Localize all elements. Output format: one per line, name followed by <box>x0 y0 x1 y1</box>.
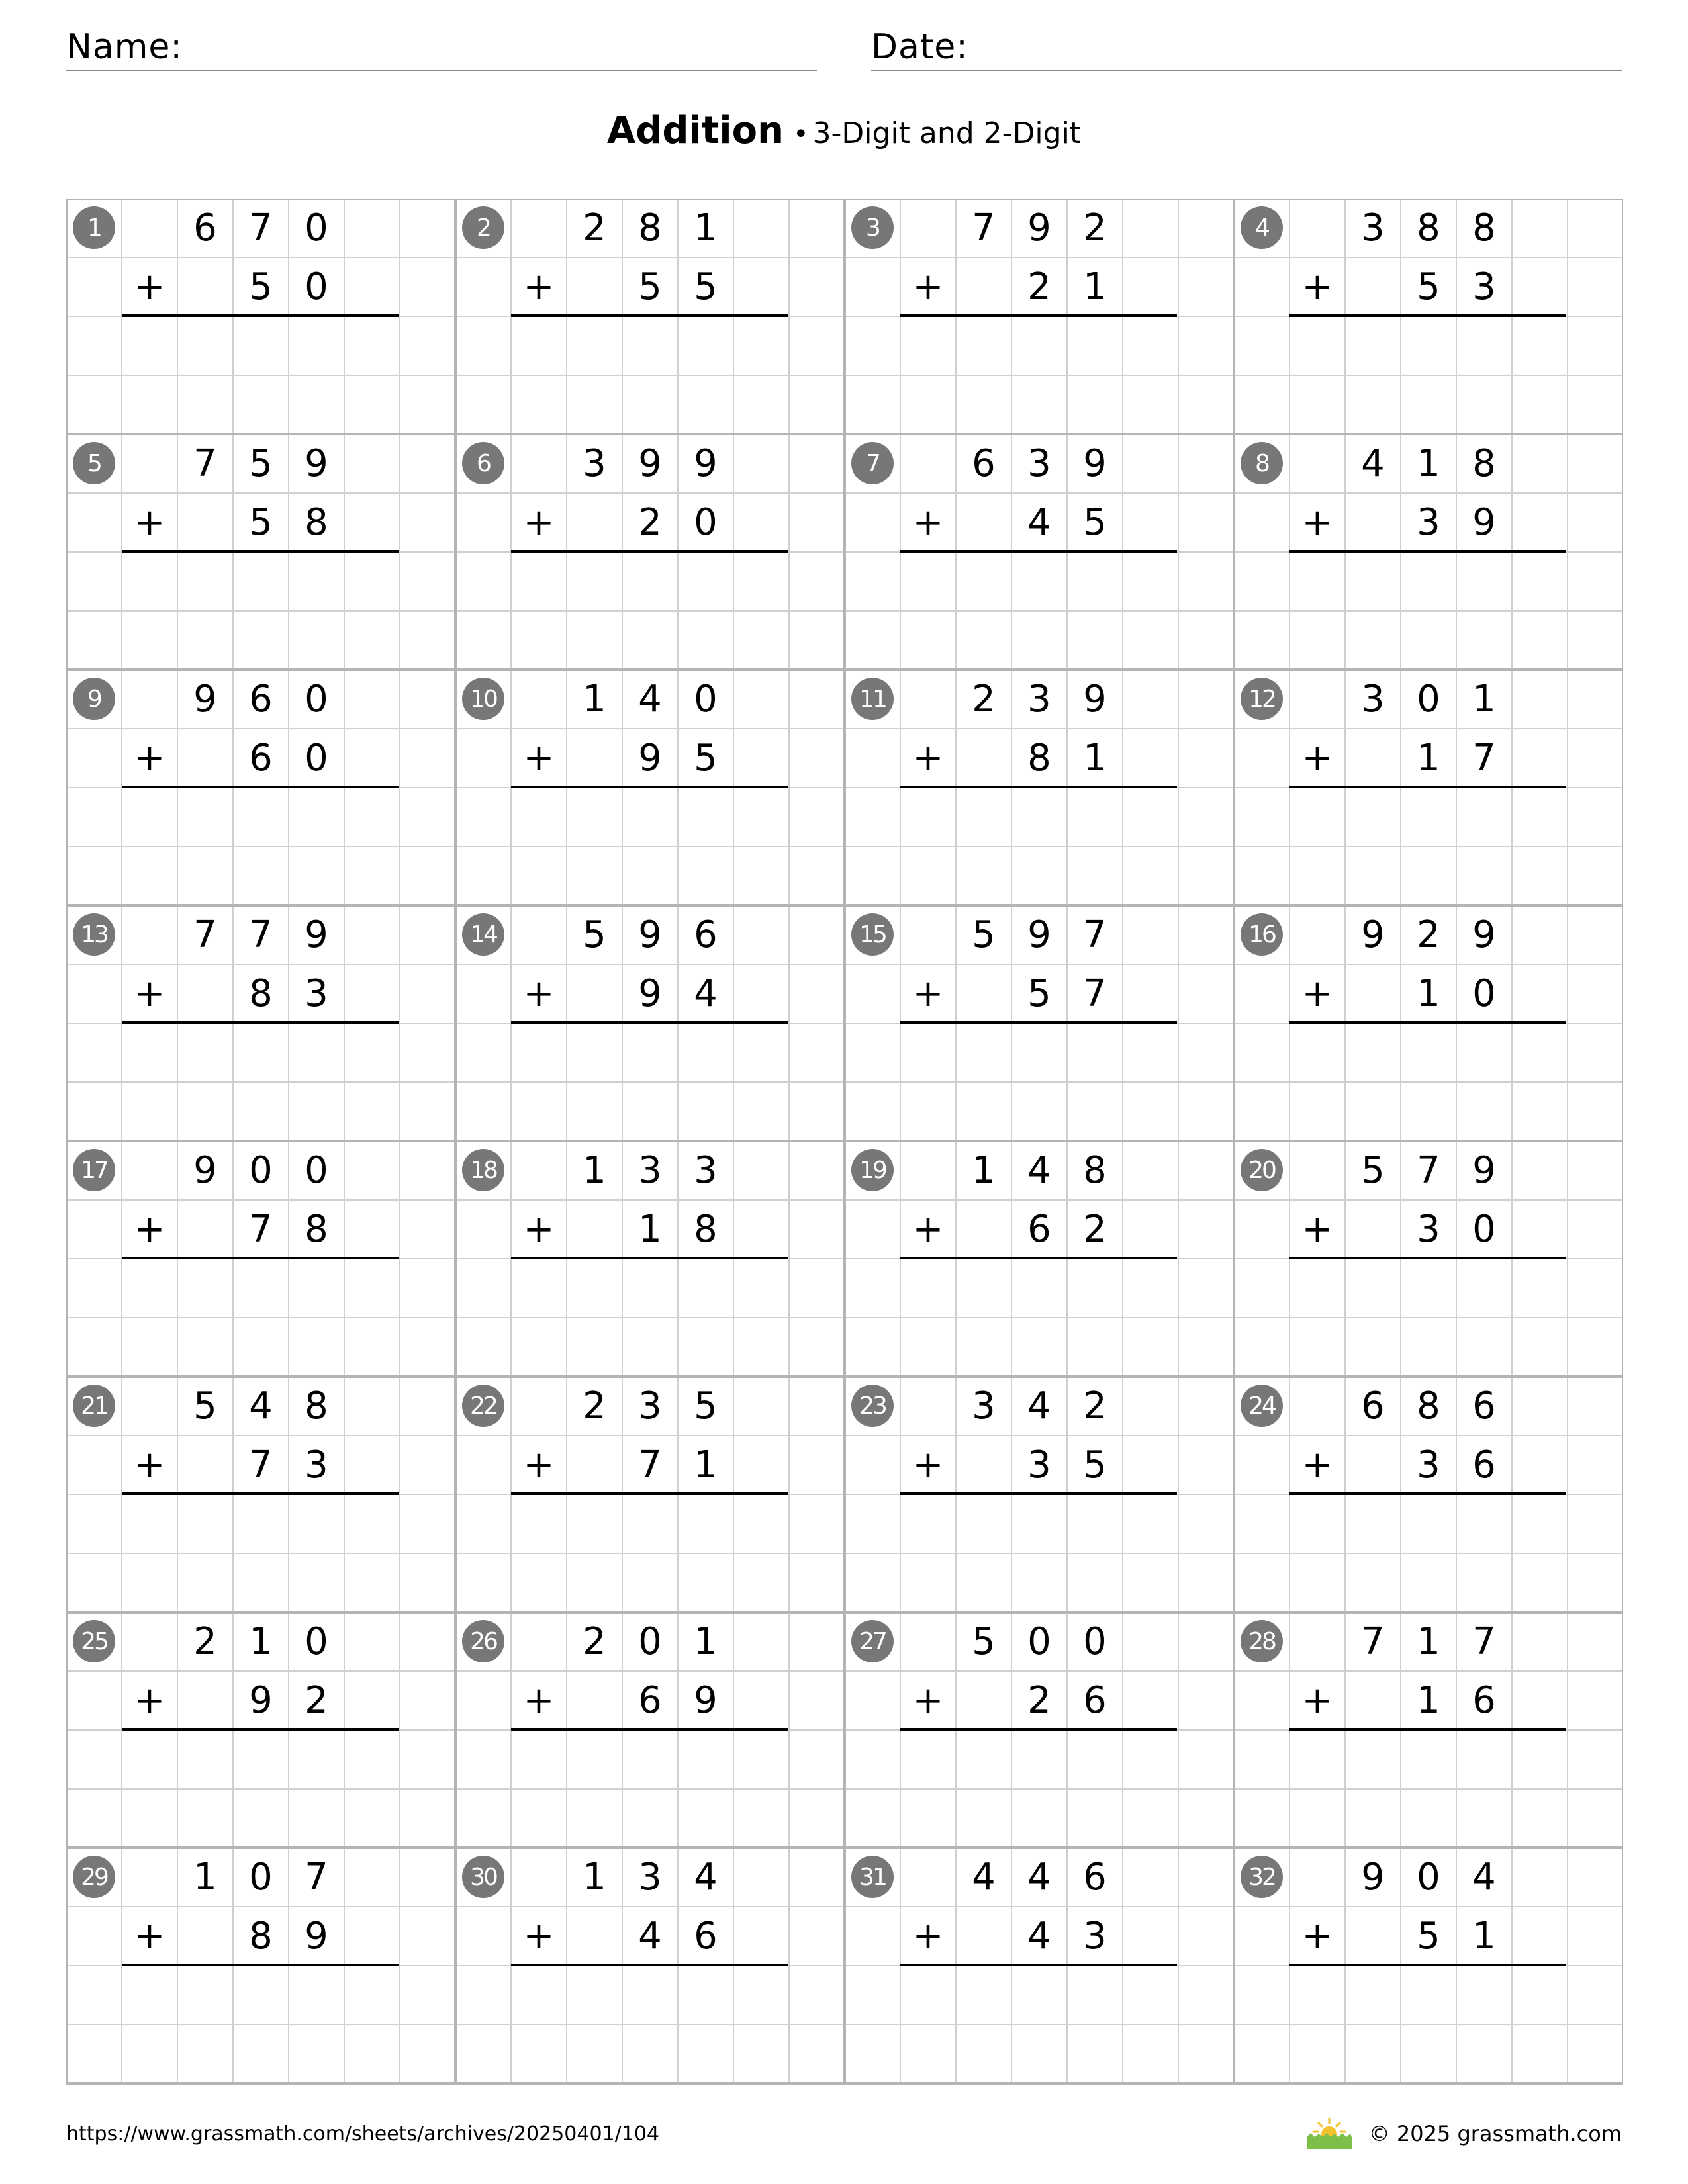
problem-number-badge: 6 <box>462 442 504 484</box>
bottom-digit: 5 <box>1417 1914 1440 1958</box>
top-digit: 6 <box>1083 1855 1107 1899</box>
top-digit: 4 <box>1027 1384 1051 1428</box>
top-digit: 9 <box>1083 677 1107 721</box>
footer-brand <box>1304 2115 1622 2152</box>
problem-number-badge: 14 <box>462 913 504 956</box>
top-digit: 5 <box>972 1619 996 1663</box>
answer-line <box>900 1728 1177 1731</box>
answer-line <box>1289 786 1566 788</box>
bottom-digit: 5 <box>1417 265 1440 308</box>
top-digit: 0 <box>305 677 328 721</box>
bottom-digit: 1 <box>694 1443 718 1486</box>
bottom-digit: 7 <box>1083 972 1107 1015</box>
answer-line <box>511 1492 788 1495</box>
problem-number-badge: 18 <box>462 1149 504 1191</box>
top-digit: 2 <box>1083 1384 1107 1428</box>
answer-line <box>900 1021 1177 1024</box>
top-digit: 3 <box>694 1148 718 1192</box>
top-digit: 5 <box>249 441 273 485</box>
bottom-digit: 2 <box>305 1678 328 1722</box>
bottom-digit: 1 <box>1083 736 1107 780</box>
bottom-digit: 3 <box>1417 1207 1440 1251</box>
top-digit: 6 <box>249 677 273 721</box>
answer-line <box>900 550 1177 553</box>
top-digit: 1 <box>1472 677 1496 721</box>
plus-sign: + <box>134 1207 165 1251</box>
problem-number-badge: 28 <box>1241 1620 1283 1662</box>
top-digit: 1 <box>583 1855 606 1899</box>
bottom-digit: 2 <box>638 500 662 544</box>
bottom-digit: 1 <box>638 1207 662 1251</box>
bottom-digit: 9 <box>638 972 662 1015</box>
top-digit: 9 <box>1361 913 1385 956</box>
bottom-digit: 9 <box>694 1678 718 1722</box>
bottom-digit: 7 <box>1472 736 1496 780</box>
plus-sign: + <box>912 265 944 308</box>
problem-number-badge: 8 <box>1241 442 1283 484</box>
bottom-digit: 6 <box>1083 1678 1107 1722</box>
top-digit: 2 <box>193 1619 217 1663</box>
top-digit: 9 <box>638 913 662 956</box>
answer-line <box>511 786 788 788</box>
top-digit: 3 <box>638 1148 662 1192</box>
top-digit: 0 <box>305 1619 328 1663</box>
bottom-digit: 3 <box>1027 1443 1051 1486</box>
problem-number-badge: 9 <box>73 678 115 720</box>
plus-sign: + <box>523 500 555 544</box>
top-digit: 3 <box>1361 677 1385 721</box>
worksheet-title <box>0 105 1688 166</box>
plus-sign: + <box>1301 736 1333 780</box>
bottom-digit: 2 <box>1083 1207 1107 1251</box>
answer-line <box>122 1492 399 1495</box>
top-digit: 4 <box>694 1855 718 1899</box>
answer-line <box>122 1964 399 1966</box>
top-digit: 3 <box>972 1384 996 1428</box>
problem-number-badge: 15 <box>851 913 894 956</box>
bottom-digit: 4 <box>638 1914 662 1958</box>
answer-line <box>900 314 1177 317</box>
top-digit: 5 <box>583 913 606 956</box>
top-digit: 4 <box>638 677 662 721</box>
top-digit: 4 <box>1472 1855 1496 1899</box>
top-digit: 9 <box>1027 206 1051 250</box>
bottom-digit: 2 <box>1027 1678 1051 1722</box>
problem-number-badge: 20 <box>1241 1149 1283 1191</box>
problem-number-badge: 31 <box>851 1856 894 1898</box>
answer-line <box>1289 314 1566 317</box>
top-digit: 1 <box>1417 441 1440 485</box>
top-digit: 7 <box>193 441 217 485</box>
bottom-digit: 7 <box>249 1207 273 1251</box>
top-digit: 1 <box>694 206 718 250</box>
answer-line <box>1289 1021 1566 1024</box>
top-digit: 9 <box>193 1148 217 1192</box>
bottom-digit: 2 <box>1027 265 1051 308</box>
bottom-digit: 5 <box>1083 500 1107 544</box>
top-digit: 8 <box>1472 441 1496 485</box>
top-digit: 0 <box>1027 1619 1051 1663</box>
bottom-digit: 9 <box>249 1678 273 1722</box>
top-digit: 3 <box>1361 206 1385 250</box>
plus-sign: + <box>1301 1914 1333 1958</box>
bottom-digit: 0 <box>1472 1207 1496 1251</box>
top-digit: 1 <box>972 1148 996 1192</box>
answer-line <box>122 314 399 317</box>
top-digit: 3 <box>1027 677 1051 721</box>
top-digit: 8 <box>305 1384 328 1428</box>
top-digit: 1 <box>193 1855 217 1899</box>
top-digit: 3 <box>638 1855 662 1899</box>
problem-number-badge: 26 <box>462 1620 504 1662</box>
plus-sign: + <box>912 972 944 1015</box>
top-digit: 2 <box>1083 206 1107 250</box>
problem-number-badge: 19 <box>851 1149 894 1191</box>
title-main: Addition <box>606 109 784 152</box>
problem-number-badge: 3 <box>851 206 894 249</box>
answer-line <box>122 1257 399 1259</box>
plus-sign: + <box>1301 1207 1333 1251</box>
bottom-digit: 1 <box>1417 972 1440 1015</box>
problem-grid <box>66 199 1623 2089</box>
plus-sign: + <box>1301 1443 1333 1486</box>
problem-number-badge: 30 <box>462 1856 504 1898</box>
bottom-digit: 5 <box>1027 972 1051 1015</box>
top-digit: 0 <box>694 677 718 721</box>
top-digit: 0 <box>249 1855 273 1899</box>
answer-line <box>900 786 1177 788</box>
bottom-digit: 6 <box>1472 1443 1496 1486</box>
bottom-digit: 1 <box>1417 736 1440 780</box>
top-digit: 7 <box>193 913 217 956</box>
top-digit: 3 <box>1027 441 1051 485</box>
plus-sign: + <box>523 1443 555 1486</box>
plus-sign: + <box>134 265 165 308</box>
plus-sign: + <box>134 1678 165 1722</box>
top-digit: 8 <box>1417 1384 1440 1428</box>
plus-sign: + <box>134 972 165 1015</box>
bottom-digit: 0 <box>694 500 718 544</box>
bottom-digit: 3 <box>1472 265 1496 308</box>
top-digit: 7 <box>1361 1619 1385 1663</box>
top-digit: 9 <box>305 913 328 956</box>
answer-line <box>511 1964 788 1966</box>
bottom-digit: 4 <box>694 972 718 1015</box>
bottom-digit: 6 <box>1472 1678 1496 1722</box>
top-digit: 6 <box>1361 1384 1385 1428</box>
footer-url: https://www.grassmath.com/sheets/archives/20250401/104 <box>66 2122 660 2146</box>
problem-number-badge: 27 <box>851 1620 894 1662</box>
top-digit: 9 <box>1472 1148 1496 1192</box>
answer-line <box>511 314 788 317</box>
bottom-digit: 5 <box>1083 1443 1107 1486</box>
answer-line <box>1289 1964 1566 1966</box>
plus-sign: + <box>1301 1678 1333 1722</box>
top-digit: 2 <box>583 206 606 250</box>
plus-sign: + <box>912 500 944 544</box>
plus-sign: + <box>912 1207 944 1251</box>
answer-line <box>1289 550 1566 553</box>
top-digit: 7 <box>305 1855 328 1899</box>
top-digit: 9 <box>1361 1855 1385 1899</box>
top-digit: 5 <box>694 1384 718 1428</box>
top-digit: 6 <box>694 913 718 956</box>
top-digit: 4 <box>1361 441 1385 485</box>
answer-line <box>511 1257 788 1259</box>
top-digit: 0 <box>305 206 328 250</box>
bottom-digit: 9 <box>638 736 662 780</box>
bottom-digit: 5 <box>638 265 662 308</box>
answer-line <box>900 1964 1177 1966</box>
plus-sign: + <box>523 1678 555 1722</box>
answer-line <box>1289 1728 1566 1731</box>
bottom-digit: 8 <box>694 1207 718 1251</box>
top-digit: 7 <box>249 913 273 956</box>
problem-number-badge: 25 <box>73 1620 115 1662</box>
top-digit: 5 <box>972 913 996 956</box>
problem-number-badge: 23 <box>851 1385 894 1427</box>
bottom-digit: 8 <box>1027 736 1051 780</box>
top-digit: 0 <box>638 1619 662 1663</box>
top-digit: 9 <box>1083 441 1107 485</box>
top-digit: 7 <box>249 206 273 250</box>
problem-number-badge: 29 <box>73 1856 115 1898</box>
problem-number-badge: 10 <box>462 678 504 720</box>
top-digit: 0 <box>1083 1619 1107 1663</box>
top-digit: 8 <box>638 206 662 250</box>
problem-number-badge: 4 <box>1241 206 1283 249</box>
bottom-digit: 0 <box>305 736 328 780</box>
top-digit: 9 <box>305 441 328 485</box>
top-digit: 1 <box>694 1619 718 1663</box>
top-digit: 2 <box>1417 913 1440 956</box>
top-digit: 1 <box>249 1619 273 1663</box>
name-field[interactable] <box>66 24 817 71</box>
bottom-digit: 6 <box>1027 1207 1051 1251</box>
plus-sign: + <box>912 736 944 780</box>
answer-line <box>122 786 399 788</box>
top-digit: 1 <box>1417 1619 1440 1663</box>
plus-sign: + <box>912 1443 944 1486</box>
answer-line <box>900 1257 1177 1259</box>
top-digit: 3 <box>583 441 606 485</box>
bottom-digit: 4 <box>1027 1914 1051 1958</box>
problem-number-badge: 16 <box>1241 913 1283 956</box>
problem-number-badge: 5 <box>73 442 115 484</box>
plus-sign: + <box>912 1914 944 1958</box>
plus-sign: + <box>523 1207 555 1251</box>
top-digit: 4 <box>1027 1148 1051 1192</box>
problem-number-badge: 22 <box>462 1385 504 1427</box>
title-bullet: • <box>792 119 809 150</box>
top-digit: 4 <box>249 1384 273 1428</box>
top-digit: 7 <box>1083 913 1107 956</box>
plus-sign: + <box>523 736 555 780</box>
problem-number-badge: 21 <box>73 1385 115 1427</box>
top-digit: 9 <box>638 441 662 485</box>
bottom-digit: 9 <box>1472 500 1496 544</box>
plus-sign: + <box>134 1914 165 1958</box>
problem-number-badge: 1 <box>73 206 115 249</box>
top-digit: 9 <box>1472 913 1496 956</box>
plus-sign: + <box>134 500 165 544</box>
bottom-digit: 6 <box>249 736 273 780</box>
plus-sign: + <box>1301 265 1333 308</box>
bottom-digit: 4 <box>1027 500 1051 544</box>
bottom-digit: 5 <box>249 265 273 308</box>
answer-line <box>1289 1257 1566 1259</box>
problem-number-badge: 11 <box>851 678 894 720</box>
top-digit: 5 <box>193 1384 217 1428</box>
bottom-digit: 3 <box>1083 1914 1107 1958</box>
footer-copyright: © 2025 grassmath.com <box>1368 2121 1622 2146</box>
bottom-digit: 6 <box>694 1914 718 1958</box>
top-digit: 6 <box>193 206 217 250</box>
answer-line <box>511 1021 788 1024</box>
bottom-digit: 3 <box>305 972 328 1015</box>
top-digit: 5 <box>1361 1148 1385 1192</box>
date-label: Date: <box>871 27 968 67</box>
bottom-digit: 1 <box>1083 265 1107 308</box>
bottom-digit: 9 <box>305 1914 328 1958</box>
plus-sign: + <box>1301 972 1333 1015</box>
top-digit: 0 <box>1417 677 1440 721</box>
bottom-digit: 8 <box>249 972 273 1015</box>
top-digit: 8 <box>1083 1148 1107 1192</box>
answer-line <box>122 550 399 553</box>
sun-over-grass-icon <box>1304 2117 1354 2150</box>
bottom-digit: 8 <box>305 1207 328 1251</box>
problem-number-badge: 24 <box>1241 1385 1283 1427</box>
top-digit: 6 <box>1472 1384 1496 1428</box>
top-digit: 9 <box>193 677 217 721</box>
problem-number-badge: 7 <box>851 442 894 484</box>
plus-sign: + <box>523 1914 555 1958</box>
bottom-digit: 5 <box>249 500 273 544</box>
bottom-digit: 0 <box>1472 972 1496 1015</box>
problem-number-badge: 12 <box>1241 678 1283 720</box>
top-digit: 1 <box>583 677 606 721</box>
bottom-digit: 8 <box>305 500 328 544</box>
top-digit: 7 <box>1472 1619 1496 1663</box>
top-digit: 8 <box>1472 206 1496 250</box>
top-digit: 1 <box>583 1148 606 1192</box>
top-digit: 2 <box>972 677 996 721</box>
bottom-digit: 0 <box>305 265 328 308</box>
top-digit: 2 <box>583 1384 606 1428</box>
bottom-digit: 6 <box>638 1678 662 1722</box>
plus-sign: + <box>134 1443 165 1486</box>
plus-sign: + <box>912 1678 944 1722</box>
bottom-digit: 7 <box>638 1443 662 1486</box>
name-label: Name: <box>66 27 183 67</box>
top-digit: 3 <box>638 1384 662 1428</box>
bottom-digit: 3 <box>1417 500 1440 544</box>
top-digit: 9 <box>694 441 718 485</box>
problem-number-badge: 13 <box>73 913 115 956</box>
plus-sign: + <box>523 265 555 308</box>
bottom-digit: 1 <box>1417 1678 1440 1722</box>
top-digit: 8 <box>1417 206 1440 250</box>
plus-sign: + <box>1301 500 1333 544</box>
top-digit: 7 <box>1417 1148 1440 1192</box>
top-digit: 9 <box>1027 913 1051 956</box>
problem-number-badge: 2 <box>462 206 504 249</box>
date-field[interactable] <box>871 24 1622 71</box>
problem-number-badge: 17 <box>73 1149 115 1191</box>
bottom-digit: 5 <box>694 736 718 780</box>
answer-line <box>900 1492 1177 1495</box>
bottom-digit: 3 <box>1417 1443 1440 1486</box>
bottom-digit: 7 <box>249 1443 273 1486</box>
answer-line <box>511 550 788 553</box>
top-digit: 0 <box>1417 1855 1440 1899</box>
top-digit: 2 <box>583 1619 606 1663</box>
title-subtitle: 3-Digit and 2-Digit <box>812 116 1082 150</box>
top-digit: 7 <box>972 206 996 250</box>
bottom-digit: 5 <box>694 265 718 308</box>
bottom-digit: 3 <box>305 1443 328 1486</box>
answer-line <box>122 1021 399 1024</box>
top-digit: 4 <box>1027 1855 1051 1899</box>
answer-line <box>122 1728 399 1731</box>
top-digit: 0 <box>305 1148 328 1192</box>
bottom-digit: 8 <box>249 1914 273 1958</box>
top-digit: 4 <box>972 1855 996 1899</box>
answer-line <box>511 1728 788 1731</box>
plus-sign: + <box>523 972 555 1015</box>
answer-line <box>1289 1492 1566 1495</box>
problem-number-badge: 32 <box>1241 1856 1283 1898</box>
plus-sign: + <box>134 736 165 780</box>
top-digit: 0 <box>249 1148 273 1192</box>
bottom-digit: 1 <box>1472 1914 1496 1958</box>
top-digit: 6 <box>972 441 996 485</box>
